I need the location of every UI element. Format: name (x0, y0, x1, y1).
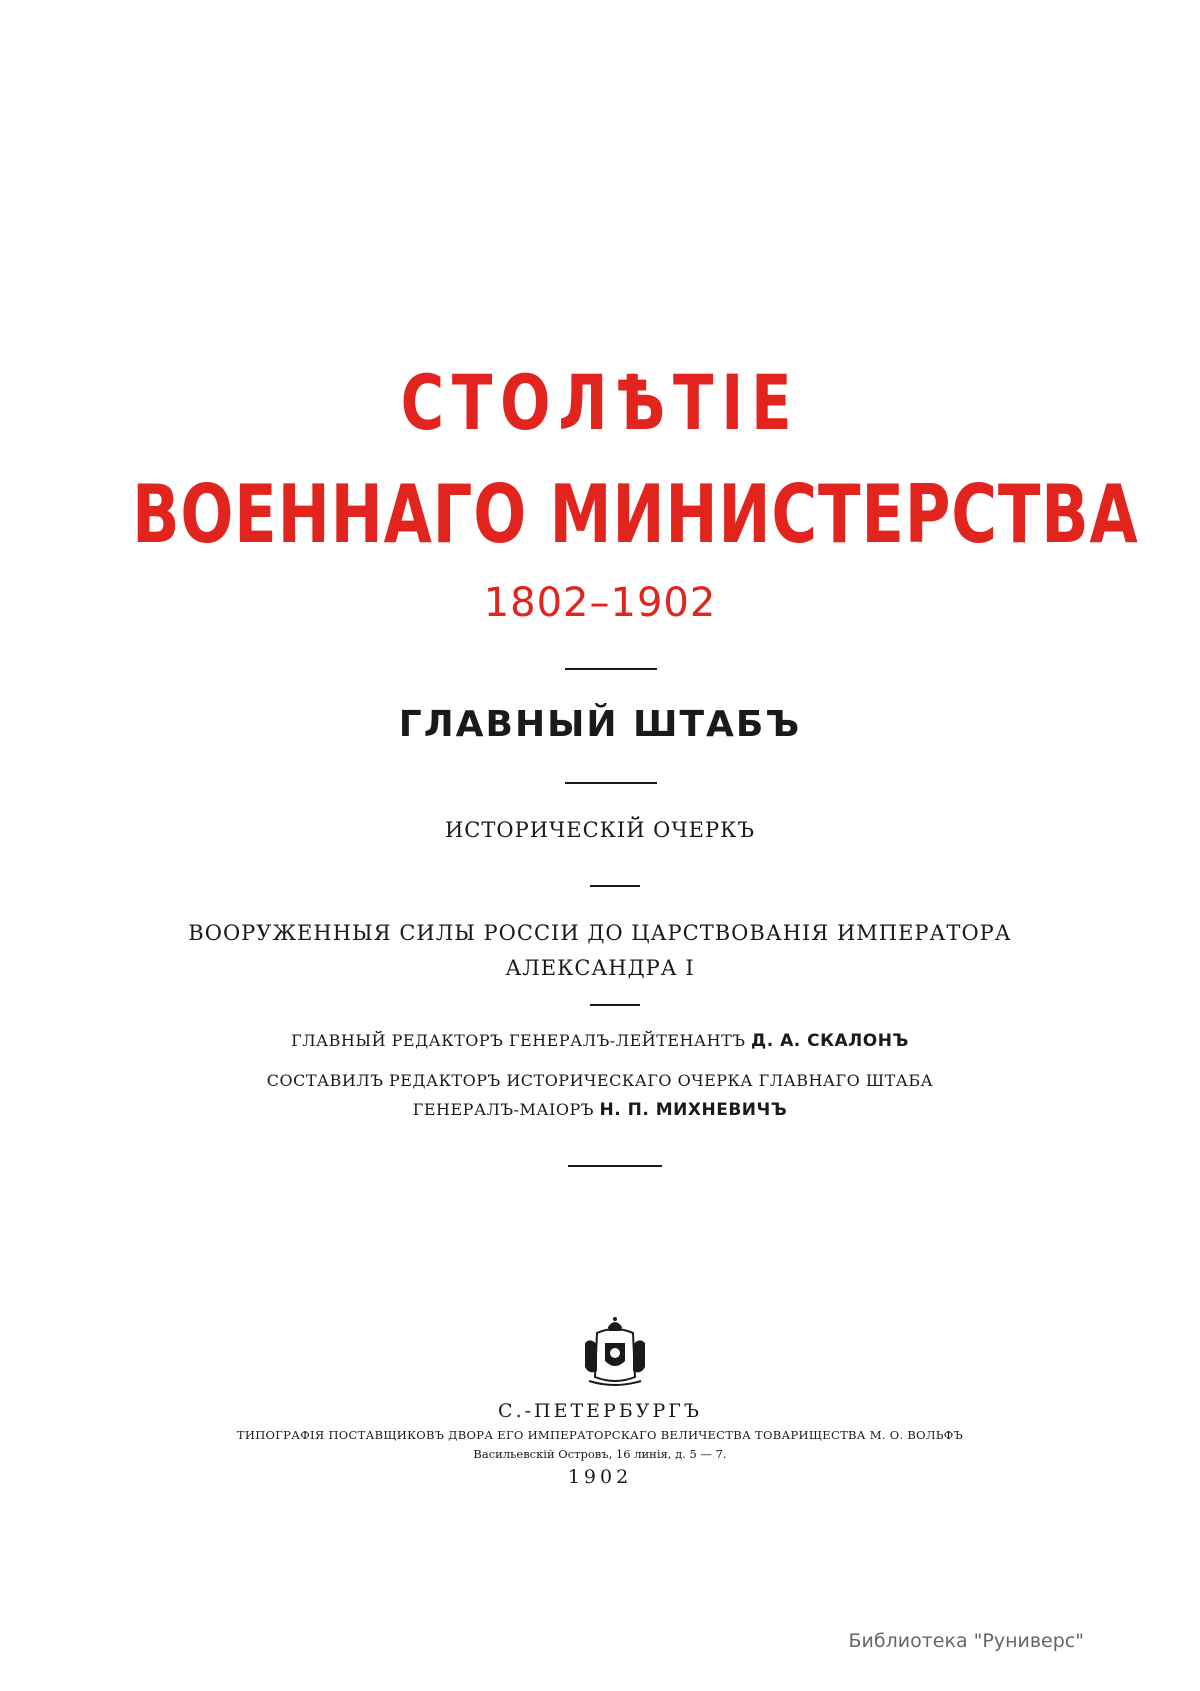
compiler-line-2 (0, 1100, 1200, 1120)
imperial-coat-of-arms-icon (575, 1313, 655, 1393)
chief-editor-role: ГЛАВНЫЙ РЕДАКТОРЪ ГЕНЕРАЛЪ-ЛЕЙТЕНАНТЪ (291, 1031, 746, 1050)
printer-name: ТИПОГРАФІЯ ПОСТАВЩИКОВЪ ДВОРА ЕГО ИМПЕРАТОРСКАГО ВЕЛИЧЕСТВА ТОВАРИЩЕСТВА М. О. ВОЛЬФЪ (236, 1428, 964, 1442)
title-line-2: ВОЕННАГО МИНИСТЕРСТВА (132, 468, 1139, 561)
compiler-rank: ГЕНЕРАЛЪ-МАІОРЪ (412, 1100, 594, 1119)
title-line-1: СТОЛѢТІЕ (400, 358, 800, 447)
divider-rule (565, 668, 657, 670)
subtitle: ИСТОРИЧЕСКІЙ ОЧЕРКЪ (444, 818, 756, 842)
chief-editor-line (0, 1031, 1200, 1051)
publication-city: С.-ПЕТЕРБУРГЪ (498, 1400, 702, 1422)
compiler-line-1: СОСТАВИЛЪ РЕДАКТОРЪ ИСТОРИЧЕСКАГО ОЧЕРКА ГЛАВНАГО ШТАБА (266, 1071, 934, 1090)
volume-title-line-2: АЛЕКСАНДРА I (505, 956, 695, 980)
publication-year: 1902 (567, 1466, 633, 1488)
divider-rule (590, 1004, 640, 1006)
divider-rule (590, 885, 640, 887)
volume-title-line-1: ВООРУЖЕННЫЯ СИЛЫ РОССІИ ДО ЦАРСТВОВАНІЯ ИМПЕРАТОРА (188, 921, 1012, 945)
printer-address: Васильевскій Островъ, 16 линія, д. 5 — 7. (473, 1447, 727, 1461)
section-title: ГЛАВНЫЙ ШТАБЪ (398, 704, 802, 745)
divider-rule (568, 1165, 662, 1167)
divider-rule (565, 782, 657, 784)
title-years: 1802–1902 (483, 580, 717, 626)
compiler-name: Н. П. МИХНЕВИЧЪ (599, 1100, 788, 1120)
library-watermark: Библиотека "Руниверс" (848, 1630, 1084, 1652)
chief-editor-name: Д. А. СКАЛОНЪ (751, 1031, 909, 1051)
